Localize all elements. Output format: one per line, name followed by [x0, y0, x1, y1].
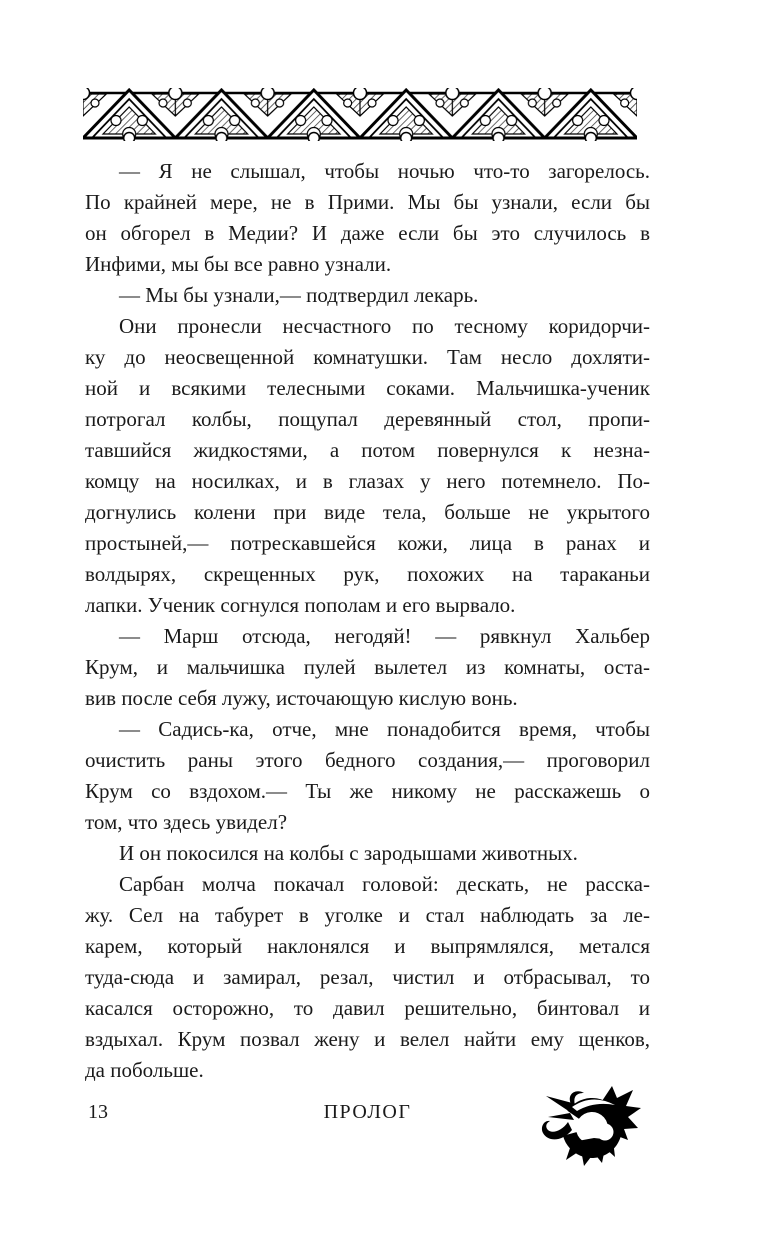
text-line: — Мы бы узнали,— подтвердил лекарь. [119, 283, 479, 307]
paragraph [85, 714, 650, 838]
text-line: И он покосился на колбы с зародышами животных. [119, 841, 578, 865]
text-line: — Садись-ка, отче, мне понадобится время, чтобы [119, 717, 650, 741]
text-line: он обгорел в Медии? И даже если бы это случилось в [85, 221, 650, 245]
text-line: комцу на носилках, и в глазах у него потемнело. По- [85, 469, 650, 493]
running-title: ПРОЛОГ [323, 1101, 412, 1123]
text-line: да побольше. [85, 1058, 204, 1082]
text-line: — Марш отсюда, негодяй! — рявкнул Хальбер [119, 624, 650, 648]
text-line: тавшийся жидкостями, а потом повернулся к незна- [85, 438, 650, 462]
page-number: 13 [88, 1101, 108, 1123]
text-line: лапки. Ученик согнулся пополам и его вырвало. [85, 593, 516, 617]
text-line: жу. Сел на табурет в уголке и стал наблюдать за ле- [85, 903, 650, 927]
text-line: волдырях, скрещенных рук, похожих на тараканьи [85, 562, 650, 586]
paragraph [85, 280, 650, 311]
text-line: касался осторожно, то давил решительно, бинтовал и [85, 996, 650, 1020]
text-line: простыней,— потрескавшейся кожи, лица в ранах и [85, 531, 650, 555]
text-line: том, что здесь увидел? [85, 810, 288, 834]
paragraph [85, 311, 650, 621]
dragon-ornament-icon [538, 1080, 642, 1168]
text-line: Инфими, мы бы все равно узнали. [85, 252, 392, 276]
text-line: вив после себя лужу, источающую кислую вонь. [85, 686, 518, 710]
text-line: туда-сюда и замирал, резал, чистил и отбрасывал, то [85, 965, 650, 989]
text-line: Крум со вздохом.— Ты же никому не расскажешь о [85, 779, 650, 803]
text-line: — Я не слышал, чтобы ночью что-то загорелось. [119, 159, 650, 183]
text-line: ку до неосвещенной комнатушки. Там несло дохляти- [85, 345, 650, 369]
text-line: догнулись колени при виде тела, больше не укрытого [85, 500, 650, 524]
text-block [85, 156, 650, 1086]
text-line: По крайней мере, не в Прими. Мы бы узнали, если бы [85, 190, 650, 214]
text-line: карем, который наклонялся и выпрямлялся, метался [85, 934, 650, 958]
text-line: очистить раны этого бедного создания,— проговорил [85, 748, 650, 772]
text-line: Крум, и мальчишка пулей вылетел из комнаты, оста- [85, 655, 650, 679]
paragraph [85, 156, 650, 280]
text-line: Они пронесли несчастного по тесному коридорчи- [119, 314, 650, 338]
text-line: потрогал колбы, пощупал деревянный стол, пропи- [85, 407, 650, 431]
paragraph [85, 869, 650, 1086]
paragraph [85, 621, 650, 714]
text-line: Сарбан молча покачал головой: дескать, не расска- [119, 872, 650, 896]
header-ornament-band-icon [83, 88, 637, 141]
text-line: вздыхал. Крум позвал жену и велел найти ему щенков, [85, 1027, 650, 1051]
text-line: ной и всякими телесными соками. Мальчишка-ученик [85, 376, 650, 400]
paragraph [85, 838, 650, 869]
